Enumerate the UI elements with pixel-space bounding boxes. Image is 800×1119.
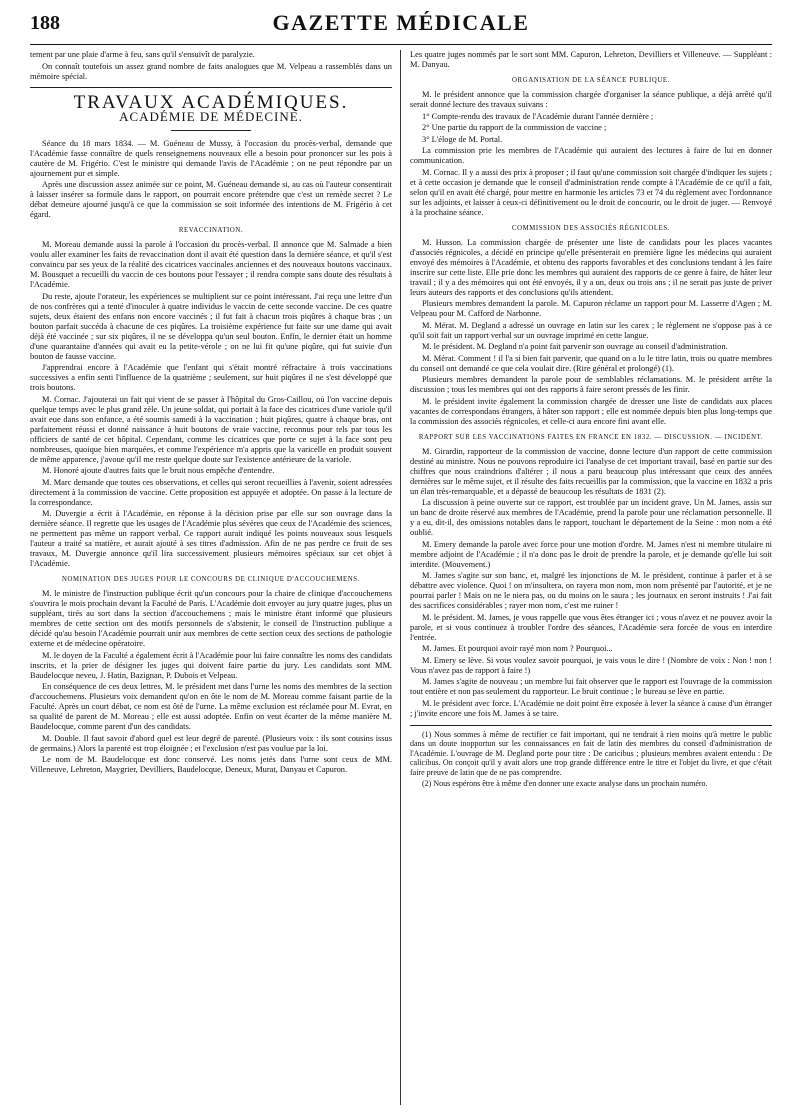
columns: [30, 50, 772, 1105]
left-column: [30, 50, 392, 1105]
page-header: [30, 8, 772, 45]
footnote: (2) Nous espérons être à même d'en donner une exacte analyse dans un prochain numéro.: [422, 778, 708, 788]
body-paragraph: J'apprendrai encore à l'Académie que l'enfant qui s'était montré réfractaire à trois vaccinations successives a enfin senti l'influence de la quatrième ; seulement, sur huit piqûres il ne s'est développé que trois boutons.: [30, 363, 392, 392]
section-title: TRAVAUX ACADÉMIQUES.: [73, 91, 349, 113]
body-paragraph: M. Mérat. M. Degland a adressé un ouvrage en latin sur les carex ; le règlement ne s'oppose pas à ce qu'il soit fait un rapport verbal sur un ouvrage imprimé en cette langue.: [410, 320, 772, 340]
subsection-heading: ORGANISATION DE LA SÉANCE PUBLIQUE.: [512, 77, 670, 84]
intro-paragraph: On connaît toutefois un assez grand nombre de faits analogues que M. Velpeau a rassemblés dans un mémoire spécial.: [30, 61, 392, 81]
subsection-heading: RAPPORT SUR LES VACCINATIONS FAITES EN FRANCE EN 1832. — DISCUSSION. — INCIDENT.: [418, 433, 764, 441]
body-paragraph: M. Mérat. Comment ! il l'a si bien fait parvenir, que quand on a lu le titre latin, trois ou quatre membres du conseil ont demandé ce que cela voulait dire. (Rire général et prolongé) (1).: [410, 353, 772, 373]
body-paragraph: M. Cornac. J'ajouterai un fait qui vient de se passer à l'hôpital du Gros-Caillou, où l'on vaccine depuis quelque temps avec le plus grand zèle. Un jeune soldat, qui portait à la face des cicatrices d'une variole qu'il avait eue dans son enfance, a été soumis samedi à la vaccination ; huit piqûres, quatre à chaque bras, ont parfaitement réussi et donné naissance à huit boutons de vraie vaccine, reconnus pour tels par tous les officiers de santé de cet hôpital. Cependant, comme les cicatrices que porte ce sujet à la face sont peu nombreuses, quoique bien marquées, et comme l'expérience m'a appris que la varicelle en produit souvent de même apparence, j'avoue qu'il me reste quelque doute sur l'existence antérieure de la variole.: [30, 394, 392, 464]
body-paragraph: M. Emery demande la parole avec force pour une motion d'ordre. M. James n'est ni membre titulaire ni membre adjoint de l'Académie ; il n'a donc pas le droit de prendre la parole, et je demande qu'elle lui soit interdite. (Mouvement.): [410, 539, 772, 569]
body-paragraph: La commission prie les membres de l'Académie qui auraient des lectures à faire de lui en donner communication.: [410, 146, 772, 165]
body-paragraph: M. le ministre de l'instruction publique écrit qu'un concours pour la chaire de clinique d'accouchemens s'ouvrira le mois prochain devant la Faculté de Paris. L'Académie doit envoyer au jury quatre juges, plus un suppléant, tirés au sort dans la section d'accouchemens ; mais le ministre étant informé que plusieurs membres de cette section ont des motifs personnels de s'abstenir, le conseil de l'instruction publique a décidé qu'au besoin l'Académie pourrait unir aux membres de cette section ceux des sections de pathologie externe et de médecine opératoire.: [30, 589, 392, 648]
section-divider: [30, 87, 392, 88]
body-paragraph: M. Double. Il faut savoir d'abord quel est leur degré de parenté. (Plusieurs voix : ils sont cousins issus de germains.) Alors la parenté est trop éloignée ; et l'exclusion n'est pas voulue par la loi.: [30, 733, 392, 753]
body-paragraph: M. James. Et pourquoi avoir rayé mon nom ? Pourquoi...: [422, 644, 613, 653]
body-paragraph: M. Honoré ajoute d'autres faits que le bruit nous empêche d'entendre.: [42, 466, 275, 475]
body-paragraph: M. Girardin, rapporteur de la commission de vaccine, donne lecture d'un rapport de cette commission destiné au ministre. Nous ne pouvons reproduire ici l'analyse de cet important travail, basé en partie sur des chiffres que nous craindrions d'altérer ; il nous a paru beaucoup plus intéressant que ceux des années dernières sur le même sujet, et il résulte des faits recueillis par la commission, que la vaccine en 1832 a pris un élan très-remarquable, et a dépassé de beaucoup les résultats de 1831 (2).: [410, 446, 772, 496]
journal-title: GAZETTE MÉDICALE: [272, 10, 530, 35]
list-item: 3° L'éloge de M. Portal.: [422, 134, 503, 144]
subsection-heading: COMMISSION DES ASSOCIÉS RÉGNICOLES.: [511, 224, 671, 232]
body-paragraph: Le nom de M. Baudelocque est donc conservé. Les noms jetés dans l'urne sont ceux de MM. Villeneuve, Lehreton, Maygrier, Devilliers, Baudelocque, Deneux, Murat, Danyau et Capuron.: [30, 755, 392, 774]
body-paragraph: M. James s'agite sur son banc, et, malgré les injonctions de M. le président, continue à parler et à se débattre avec violence. Quoi ! on m'insultera, on rayera mon nom, mon nom présenté par l'autorité, et je ne pourrai parler ! Mais on ne le niera pas, ou du moins on le saura ; les journaux en seront instruits ! J'ai fait des sacrifices considérables ; rayer mon nom, c'est me ruiner !: [410, 571, 772, 610]
body-paragraph: M. James s'agite de nouveau ; un membre lui fait observer que le rapport est l'ouvrage de la commission tout entière et non pas seulement du rapporteur. Le bruit continue ; le bureau se lève en partie.: [410, 677, 772, 696]
footnote-divider: [410, 725, 772, 726]
right-column: [410, 50, 772, 1105]
body-paragraph: M. Emery se lève. Si vous voulez savoir pourquoi, je vais vous le dire ! (Nombre de voix : Non ! non ! Vous n'avez pas de rapport à faire !): [410, 655, 772, 675]
body-paragraph: Plusieurs membres demandent la parole pour de semblables réclamations. M. le président arrête la discussion ; tous les membres qui ont des rapports à faire seront pressés de les finir.: [410, 375, 772, 394]
body-paragraph: Plusieurs membres demandent la parole. M. Capuron réclame un rapport pour M. Lasserre d'Agen ; M. Velpeau pour M. Cafford de Narbonne.: [410, 299, 772, 318]
body-paragraph: M. Cornac. Il y a aussi des prix à proposer ; il faut qu'une commission soit chargée d'indiquer les sujets ; et à cette occasion je demande que le conseil d'administration rende compte à l'Académie de ce qu'il a fait, selon qu'il en avait été chargé, pour mettre en harmonie les articles 73 et 74 du règlement avec l'ordonnance sur les adjoints, et laisser à ceux-ci définitivement ou le droit de concourir, ou le droit de juger. — Renvoyé à la prochaine séance.: [410, 167, 772, 217]
list-item: 2° Une partie du rapport de la commission de vaccine ;: [422, 123, 607, 132]
body-paragraph: En conséquence de ces deux lettres, M. le président met dans l'urne les noms des membres de la section d'accouchemens. Plusieurs voix demandent qu'on en ôte le nom de M. Moreau comme faisant partie de la Faculté. Après un court débat, ce nom est ôté de l'urne. La même exclusion est réclamée pour M. Evrat, en sa qualité de parent de M. Moreau ; elle est aussi adoptée. Enfin on veut écarter de la même manière M. Baudelocque, comme parent d'un des candidats.: [30, 682, 392, 731]
short-divider: [171, 130, 251, 131]
intro-paragraph: tement par une plaie d'arme à feu, sans qu'il s'ensuivît de paralyzie.: [30, 50, 255, 59]
body-paragraph: Les quatre juges nommés par le sort sont MM. Capuron, Lehreton, Devilliers et Villeneuve. — Suppléant : M. Danyau.: [410, 50, 772, 69]
body-paragraph: M. le président. M. Degland n'a point fait parvenir son ouvrage au conseil d'administration.: [422, 342, 728, 351]
section-subtitle: ACADÉMIE DE MÉDECINE.: [119, 108, 303, 124]
subsection-heading: REVACCINATION.: [178, 227, 244, 234]
body-paragraph: Du reste, ajoute l'orateur, les expériences se multiplient sur ce point intéressant. J'ai reçu une lettre d'un de nos confrères qui a tenté d'inoculer à quatre individus le vaccin de cette seconde vaccine. De ces quatre sujets, deux étaient des enfans non encore vaccinés ; il fut fait à chacun trois piqûres à chaque bras ; un bouton parfait succéda à chacune de ces piqûres. La troisième expérience fut faite sur une dame qui avait déjà été vaccinée ; sur six piqûres, il ne se développa qu'un seul bouton. Enfin, le dernier était un homme d'une quarantaine d'années qui avait eu la petite-vérole ; on ne lui fit qu'une piqûre, qui fut suivie d'un bouton de fausse vaccine.: [30, 291, 392, 361]
list-item: 1° Compte-rendu des travaux de l'Académie durant l'année dernière ;: [422, 111, 654, 121]
body-paragraph: M. le président avec force. L'Académie ne doit point être exposée à lever la séance à cause d'un étranger ; j'invite encore une fois M. James à se taire.: [410, 698, 772, 718]
column-divider: [400, 50, 401, 1105]
body-paragraph: Après une discussion assez animée sur ce point, M. Guéneau demande si, au cas où l'auteur consentirait à laisser insérer sa formule dans le rapport, on pourrait encore prétendre que c'est un remède secret ? Le débat demeure ajourné jusqu'à ce que la commission se soit informée des intentions de M. Frigério à cet égard.: [30, 180, 392, 219]
body-paragraph: M. Husson. La commission chargée de présenter une liste de candidats pour les places vacantes d'associés régnicoles, a décidé en principe qu'elle présenterait en première ligne les médecins qui auraient envoyé des mémoires à l'Académie, et obtenu des rapports favorables et des conclusions tendant à les faire inscrire sur cette liste. Elle prie donc les membres qui auraient des rapports de ce genre à faire, de hâter leur travail ; il y a des mémoires qui ont été envoyés, il y a un, deux ou trois ans ; il ne serait pas juste de priver leurs auteurs des rapports et des conclusions qu'ils attendent.: [410, 237, 772, 297]
body-paragraph: M. le doyen de la Faculté a également écrit à l'Académie pour lui faire connaître les noms des candidats inscrits, et la prier de désigner les juges qui doivent faire partie du jury. Les candidats sont MM. Baudelocque neveu, J. Hatin, Bazignan, P. Dubois et Velpeau.: [30, 650, 392, 680]
body-paragraph: La discussion à peine ouverte sur ce rapport, est troublée par un incident grave. Un M. James, assis sur un banc de droite réservé aux membres de l'Académie, prend la parole pour une réclamation personnelle. Il y a eu, dit-il, des omissions notables dans le rapport, touchant le département de la Seine : mon nom a été oublié.: [410, 498, 772, 537]
page: [30, 8, 772, 1108]
body-paragraph: M. Duvergie a écrit à l'Académie, en réponse à la décision prise par elle sur son ouvrage dans la dernière séance. Il regrette que les usages de l'Académie plus sévères que ceux de l'Académie des sciences, ne permettent pas même un rapport verbal. Ce rapport aurait indiqué les points nouveaux sous lesquels l'auteur a traité sa matière, et aurait ajouté à ses titres d'admission. Afin de ne pas perdre ce fruit de ses travaux, M. Duvergie annonce qu'il lira successivement plusieurs mémoires spéciaux sur cet objet à l'Académie.: [30, 509, 392, 568]
footnote: (1) Nous sommes à même de rectifier ce fait important, qui ne tendrait à rien moins qu'à mettre le public dans un doute inopportun sur les connaissances en fait de latin des membres du conseil d'administration de l'Académie. L'ouvrage de M. Degland porte pour titre : De caricibus ; plusieurs membres avaient entendu : De calicibus. On conçoit qu'il y avait alors une trop grande différence entre le titre et l'objet du livre, et que c'était faire preuve de latin que de ne pas comprendre.: [410, 729, 772, 777]
body-paragraph: M. le président. M. James, je vous rappelle que vous êtes étranger ici ; vous n'avez et ne pouvez avoir la parole, et si vous continuez à troubler l'ordre des séances, l'Académie sera forcée de vous en interdire l'entrée.: [410, 612, 772, 642]
body-paragraph: M. le président invite également la commission chargée de dresser une liste de candidats aux places vacantes de correspondans étrangers, à hâter son rapport ; elle est nommée depuis bien plus long-temps que la commission des associés régnicoles, et celle-ci aura encore fini avant elle.: [410, 396, 772, 426]
body-paragraph: M. Moreau demande aussi la parole à l'occasion du procès-verbal. Il annonce que M. Salmade a bien voulu aller examiner les faits de revaccination dont il avait été question dans la dernière séance, et qu'il s'est convaincu par ses yeux de la réalité des cicatrices vaccinales anciennes et des nouveaux boutons vaccinaux. M. Bousquet a recueilli du vaccin de ces boutons pour l'essayer ; il rendra compte sans doute des résultats à l'Académie.: [30, 240, 392, 289]
body-paragraph: M. le président annonce que la commission chargée d'organiser la séance publique, a déjà arrêté qu'il serait donné lecture des travaux suivans :: [410, 90, 772, 109]
page-number: 188: [30, 12, 60, 34]
body-paragraph: Séance du 18 mars 1834. — M. Guéneau de Mussy, à l'occasion du procès-verbal, demande que l'Académie fasse connaître de quels renseignemens nouveaux elle a besoin pour prononcer sur les pois à cautère de M. Frigério. C'est le ministre qui demande l'avis de l'Académie ; on ne peut répondre par un ajournement pur et simple.: [30, 138, 392, 178]
body-paragraph: M. Marc demande que toutes ces observations, et celles qui seront recueillies à l'avenir, soient adressées directement à la commission de vaccine. Cette proposition est appuyée et adoptée. On passe à la lecture de la correspondance.: [30, 477, 392, 507]
subsection-heading: NOMINATION DES JUGES POUR LE CONCOURS DE CLINIQUE D'ACCOUCHEMENS.: [62, 576, 360, 583]
